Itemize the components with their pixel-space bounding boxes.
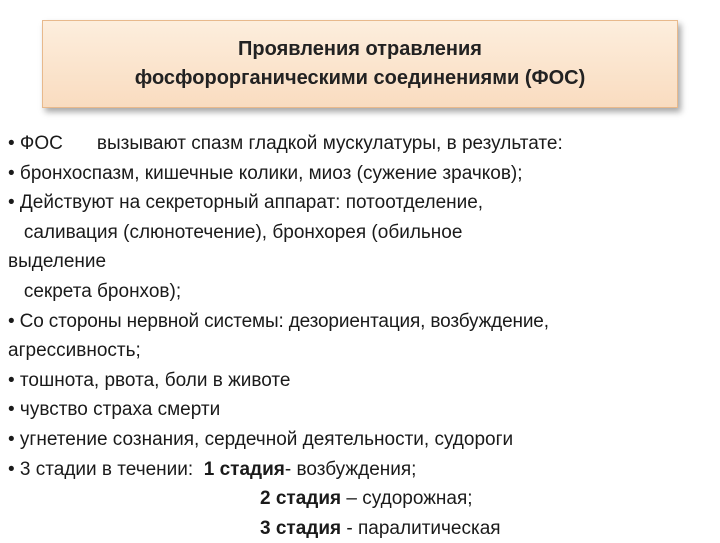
stage-3-text: - паралитическая [341, 517, 501, 539]
line-3: • Действуют на секреторный аппарат: потоотделение, [8, 192, 484, 214]
line-12 [8, 455, 714, 485]
line-9: • тошнота, рвота, боли в животе [8, 369, 291, 391]
stage-2-text: – судорожная; [341, 488, 473, 510]
line-2: • бронхоспазм, кишечные колики, миоз (сужение зрачков); [8, 162, 523, 184]
stage-1-text: - возбуждения; [284, 458, 417, 480]
title-line-2: фосфорорганическими соединениями (ФОС) [134, 67, 586, 89]
line-11: • угнетение сознания, сердечной деятельности, судороги [8, 428, 514, 450]
stages-label: • 3 стадии в течении: [8, 458, 204, 480]
line-8: агрессивность; [8, 340, 141, 362]
bullet-fos: • ФОС [8, 133, 63, 154]
line-6: секрета бронхов); [8, 280, 182, 302]
line-13 [8, 484, 714, 514]
title-line-1: Проявления отравления [238, 38, 482, 60]
line-1-text: вызывают спазм гладкой мускулатуры, в результате: [96, 133, 563, 154]
line-4: саливация (слюнотечение), бронхорея (обильное [8, 221, 463, 243]
line-7: • Со стороны нервной системы: дезориентация, возбуждение, [8, 310, 549, 332]
stage-1-label: 1 стадия [203, 458, 285, 480]
line-5: выделение [8, 251, 107, 273]
title-box [42, 20, 678, 108]
content-body [8, 129, 714, 543]
line-10: • чувство страха смерти [8, 399, 221, 421]
line-14 [8, 514, 714, 543]
line-1 [8, 129, 714, 159]
stage-2-label: 2 стадия [260, 488, 342, 510]
stage-3-label: 3 стадия [260, 517, 342, 539]
